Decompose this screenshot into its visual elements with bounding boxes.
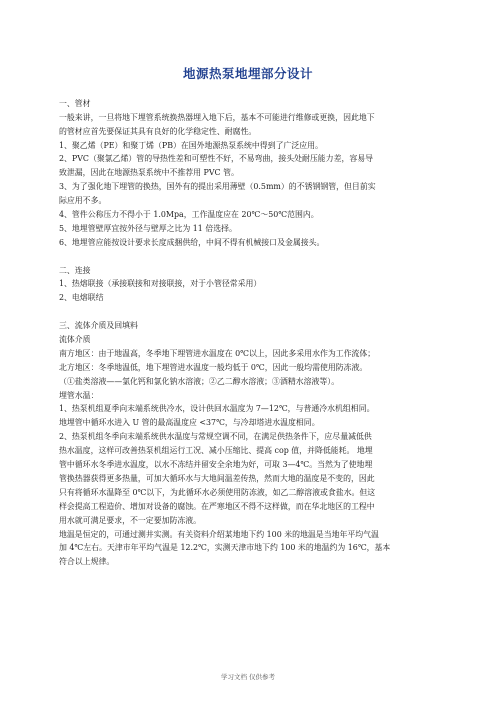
paragraph-line: 北方地区：冬季地温低，地下埋管进水温度一般均低于 0℃，因此一般均需使用防冻液。 [59, 362, 368, 372]
list-item: 1、聚乙烯（PE）和聚丁烯（PB）在国外地源热泵系统中得到了广泛应用。 [59, 140, 323, 150]
paragraph-line: 地温是恒定的，可通过测井实测。有关资料介绍某地地下约 100 米的地温是当地年平均气温 [59, 529, 379, 539]
paragraph-line: 只有将循环水温降至 0℃以下，为此循环水必须使用防冻液，如乙二醇溶液或食盐水。但这 [59, 487, 376, 497]
list-item: 致泄漏，因此在地源热泵系统中不推荐用 PVC 管。 [59, 168, 239, 178]
paragraph-line: 符合以上规律。 [59, 557, 115, 567]
paragraph-line: 样会提高工程造价、增加对设备的腐蚀。在严寒地区不得不这样做，而在华北地区的工程中 [59, 501, 375, 511]
paragraph-line: 管换热器获得更多热量，可加大循环水与大地间温差传热，然而大地的温度是不变的，因此 [59, 473, 375, 483]
paragraph-line: 南方地区：由于地温高，冬季地下埋管进水温度在 0℃以上，因此多采用水作为工作流体； [59, 348, 376, 358]
document-body [59, 83, 445, 569]
document-title: 地源热泵地埋部分设计 [182, 66, 313, 81]
section-heading-connection: 二、连接 [59, 265, 91, 275]
spacer [59, 305, 445, 319]
list-item: 4、管件公称压力不得小于 1.0Mpa，工作温度应在 20℃～50℃范围内。 [59, 210, 319, 220]
list-item: 2、PVC（聚氯乙烯）管的导热性差和可塑性不好，不易弯曲，接头处耐压能力差，容易导 [59, 154, 374, 164]
section-heading-fluid-medium: 三、流体介质及回填料 [59, 321, 138, 331]
list-item: 1、热熔联接（承接联接和对接联接，对于小管径常采用） [59, 279, 262, 289]
list-item: 际应用不多。 [59, 196, 107, 206]
paragraph-line: 管中循环水冬季进水温度，以水不冻结并留安全余地为好，可取 3—4℃。当然为了使地埋 [59, 460, 373, 470]
section-heading-pipe-material: 一、管材 [59, 98, 91, 108]
subheading: 埋管水温： [59, 390, 99, 400]
paragraph-line: 加 4℃左右。天津市年平均气温是 12.2℃，实测天津市地下约 100 米的地温约为 16℃，基本 [59, 543, 391, 553]
paragraph-line: 热水温度，这样可改善热泵机组运行工况、减小压缩比、提高 cop 值，并降低能耗。 地埋 [59, 446, 373, 456]
list-item: 1、热泵机组夏季向末端系统供冷水，设计供回水温度为 7—12℃，与普通冷水机组相同。 [59, 404, 375, 414]
spacer [59, 250, 445, 264]
list-item: 6、地埋管应能按设计要求长度成捆供给，中间不得有机械接口及金属接头。 [59, 237, 325, 247]
list-item: 3、为了强化地下埋管的换热，国外有的提出采用薄壁（0.5mm）的不锈钢钢管，但目前实 [59, 182, 376, 192]
paragraph-line: （①盐类溶液——氯化钙和氯化钠水溶液；②乙二醇水溶液；③酒精水溶液等）。 [59, 376, 340, 386]
list-item: 2、电熔联结 [59, 293, 104, 303]
page-footer: 学习文档 仅供参考 [220, 673, 276, 681]
paragraph-line: 用水就可满足要求，不一定要加防冻液。 [59, 515, 202, 525]
paragraph-line: 地埋管中循环水进入 U 管的最高温度应 <37℃，与冷却塔进水温度相同。 [59, 418, 320, 428]
list-item: 2、热泵机组冬季向末端系统供水温度与常规空调不同，在满足供热条件下，应尽量减低供 [59, 432, 372, 442]
spacer [59, 83, 445, 97]
list-item: 5、地埋管壁厚宜按外径与壁厚之比为 11 倍选择。 [59, 223, 237, 233]
paragraph-line: 一般来讲，一旦将地下埋管系统换热器埋入地下后，基本不可能进行维修或更换，因此地下 [59, 112, 375, 122]
subheading: 流体介质 [59, 335, 91, 345]
paragraph-line: 的管材应首先要保证其具有良好的化学稳定性、耐腐性。 [59, 126, 257, 136]
